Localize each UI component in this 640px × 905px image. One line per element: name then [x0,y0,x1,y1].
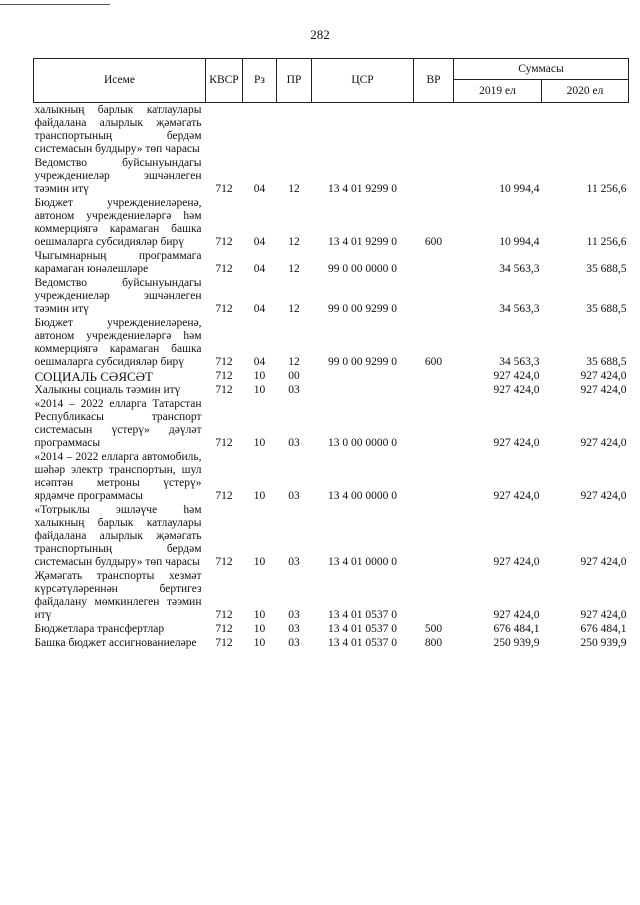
row-amount-2019: 676 484,1 [493,623,540,635]
row-vr [414,503,454,569]
row-pr: 00 [288,370,300,382]
row-kvsr: 712 [215,490,233,502]
row-vr [414,249,454,276]
page-number: 282 [310,27,330,42]
header-pr: ПР [277,59,312,103]
header-vr: ВР [414,59,454,103]
row-amount-2020: 927 424,0 [580,490,627,502]
row-amount-2020: 927 424,0 [580,556,627,568]
row-vr: 600 [424,356,443,368]
row-kvsr: 712 [215,183,233,195]
row-vr [414,369,454,383]
table-row [34,503,629,569]
row-amount-2020: 35 688,5 [586,356,627,368]
table-row [34,276,629,316]
row-name: Ведомство буйсынуындагы учреждениеләр эшчәнлеген тәэмин итү [34,157,202,195]
header-year-2019: 2019 ел [454,80,542,103]
row-kvsr: 712 [215,556,233,568]
row-name: «2014 – 2022 елларга автомобиль, шәһәр электр транспортын, шул исәптән метроны үстерү» ярдәмче программасы [34,451,202,502]
row-csr: 13 4 01 9299 0 [328,236,397,248]
row-kvsr: 712 [215,623,233,635]
row-kvsr: 712 [215,303,233,315]
row-amount-2020: 676 484,1 [580,623,627,635]
row-csr: 99 0 00 9299 0 [328,303,397,315]
row-pr [277,103,312,157]
row-name: Җәмәгать транспорты хезмәт күрсәтүләреннән бертигез файдалану мөмкинлеген тәэмин итү [34,570,202,621]
row-name: халыкның барлык катлаулары файдалана алырлык җәмәгать транспортының бердәм системасын булдыру» төп чарасы [34,104,202,155]
row-name: «2014 – 2022 елларга Татарстан Республикасы транспорт системасын үстерү» дәүләт программасы [34,398,202,449]
row-pr: 03 [288,490,300,502]
row-amount-2019: 34 563,3 [499,356,540,368]
header-csr: ЦСР [312,59,414,103]
row-rz: 10 [253,490,266,502]
row-name: Бюджетлара трансфертлар [34,623,165,635]
row-vr [414,397,454,450]
row-amount-2019 [454,103,542,157]
row-name: Башка бюджет ассигнованиеләре [34,637,197,649]
table-row [34,622,629,636]
row-kvsr: 712 [215,356,233,368]
row-pr: 12 [288,183,300,195]
row-amount-2019: 10 994,4 [499,236,540,248]
table-row [34,383,629,397]
row-csr [312,383,414,397]
row-rz: 04 [253,303,266,315]
row-pr: 12 [288,263,300,275]
row-name: Бюджет учреждениеләренә, автоном учреждениеләргә һәм коммерциягә карамаган башка оешмаларга субсидияләр бирү [34,317,202,368]
row-vr [414,103,454,157]
header-sums: Суммасы [454,59,629,80]
row-csr [312,103,414,157]
row-kvsr: 712 [215,609,233,621]
row-rz: 04 [253,236,266,248]
row-amount-2019: 250 939,9 [493,637,540,649]
table-row [34,249,629,276]
row-pr: 12 [288,356,300,368]
row-pr: 12 [288,236,300,248]
row-vr: 600 [424,236,443,248]
row-amount-2019: 927 424,0 [493,556,540,568]
row-pr: 03 [288,637,300,649]
table-row [34,397,629,450]
row-pr: 03 [288,623,300,635]
row-amount-2020: 11 256,6 [586,236,627,248]
row-kvsr: 712 [215,384,233,396]
row-csr: 13 4 01 0537 0 [328,609,397,621]
row-csr: 13 0 00 0000 0 [328,437,397,449]
row-amount-2020: 35 688,5 [586,263,627,275]
row-pr: 03 [288,609,300,621]
row-amount-2019: 10 994,4 [499,183,540,195]
table-row [34,156,629,196]
row-kvsr: 712 [215,437,233,449]
row-rz: 10 [253,437,266,449]
row-vr [414,569,454,622]
table-body [34,103,629,651]
row-vr: 800 [424,637,443,649]
row-csr: 99 0 00 9299 0 [328,356,397,368]
row-amount-2020: 11 256,6 [586,183,627,195]
header-name: Исеме [34,59,206,103]
row-kvsr [206,103,243,157]
header-kvsr: КВСР [206,59,243,103]
row-csr: 13 4 01 0000 0 [328,556,397,568]
row-csr: 13 4 01 0537 0 [328,623,397,635]
row-csr: 99 0 00 0000 0 [328,263,397,275]
row-kvsr: 712 [215,637,233,649]
row-amount-2020: 927 424,0 [580,609,627,621]
row-rz: 10 [253,637,266,649]
row-amount-2020: 927 424,0 [580,437,627,449]
row-name: «Тотрыклы эшләүче һәм халыкның барлык катлаулары файдалана алырлык җәмәгать транспортының бердәм системасын булдыру» төп чарасы [34,504,202,568]
row-amount-2020: 927 424,0 [580,370,627,382]
row-name: Чыгымнарның программага карамаган юнәлешләре [34,250,202,275]
row-pr: 03 [288,556,300,568]
row-pr: 12 [288,303,300,315]
row-amount-2019: 927 424,0 [493,384,540,396]
row-rz: 04 [253,263,266,275]
row-name: Бюджет учреждениеләренә, автоном учреждениеләргә һәм коммерциягә карамаган башка оешмаларга субсидияләр бирү [34,197,202,248]
row-vr [414,383,454,397]
row-csr [312,369,414,383]
row-name: Ведомство буйсынуындагы учреждениеләр эшчәнлеген тәэмин итү [34,277,202,315]
row-rz: 10 [253,609,266,621]
row-vr [414,156,454,196]
row-rz: 04 [253,356,266,368]
row-amount-2019: 927 424,0 [493,609,540,621]
row-amount-2019: 34 563,3 [499,303,540,315]
table-row [34,103,629,157]
row-amount-2020 [542,103,629,157]
row-vr: 500 [424,623,443,635]
row-rz: 10 [253,556,266,568]
table-header [34,59,629,103]
row-rz: 10 [253,384,266,396]
row-name: СОЦИАЛЬ СӘЯСӘТ [34,369,153,384]
budget-table [33,58,629,650]
top-rule [0,4,110,5]
row-name: Халыкны социаль тәэмин итү [34,384,181,396]
row-rz: 04 [253,183,266,195]
table-row [34,569,629,622]
row-rz: 10 [253,370,266,382]
header-year-2020: 2020 ел [542,80,629,103]
row-csr: 13 4 01 9299 0 [328,183,397,195]
table-row [34,316,629,369]
row-amount-2019: 927 424,0 [493,437,540,449]
row-amount-2019: 927 424,0 [493,490,540,502]
row-amount-2020: 927 424,0 [580,384,627,396]
row-kvsr: 712 [215,370,233,382]
table-row [34,450,629,503]
row-pr: 03 [288,437,300,449]
row-amount-2020: 250 939,9 [580,637,627,649]
row-vr [414,450,454,503]
row-kvsr: 712 [215,236,233,248]
row-csr: 13 4 00 0000 0 [328,490,397,502]
row-csr: 13 4 01 0537 0 [328,637,397,649]
table-row [34,636,629,650]
row-vr [414,276,454,316]
header-rz: Рз [243,59,277,103]
row-rz [243,103,277,157]
table-row [34,196,629,249]
row-amount-2019: 34 563,3 [499,263,540,275]
table-row [34,369,629,383]
row-pr: 03 [288,384,300,396]
row-rz: 10 [253,623,266,635]
row-kvsr: 712 [215,263,233,275]
row-amount-2020: 35 688,5 [586,303,627,315]
row-amount-2019: 927 424,0 [493,370,540,382]
